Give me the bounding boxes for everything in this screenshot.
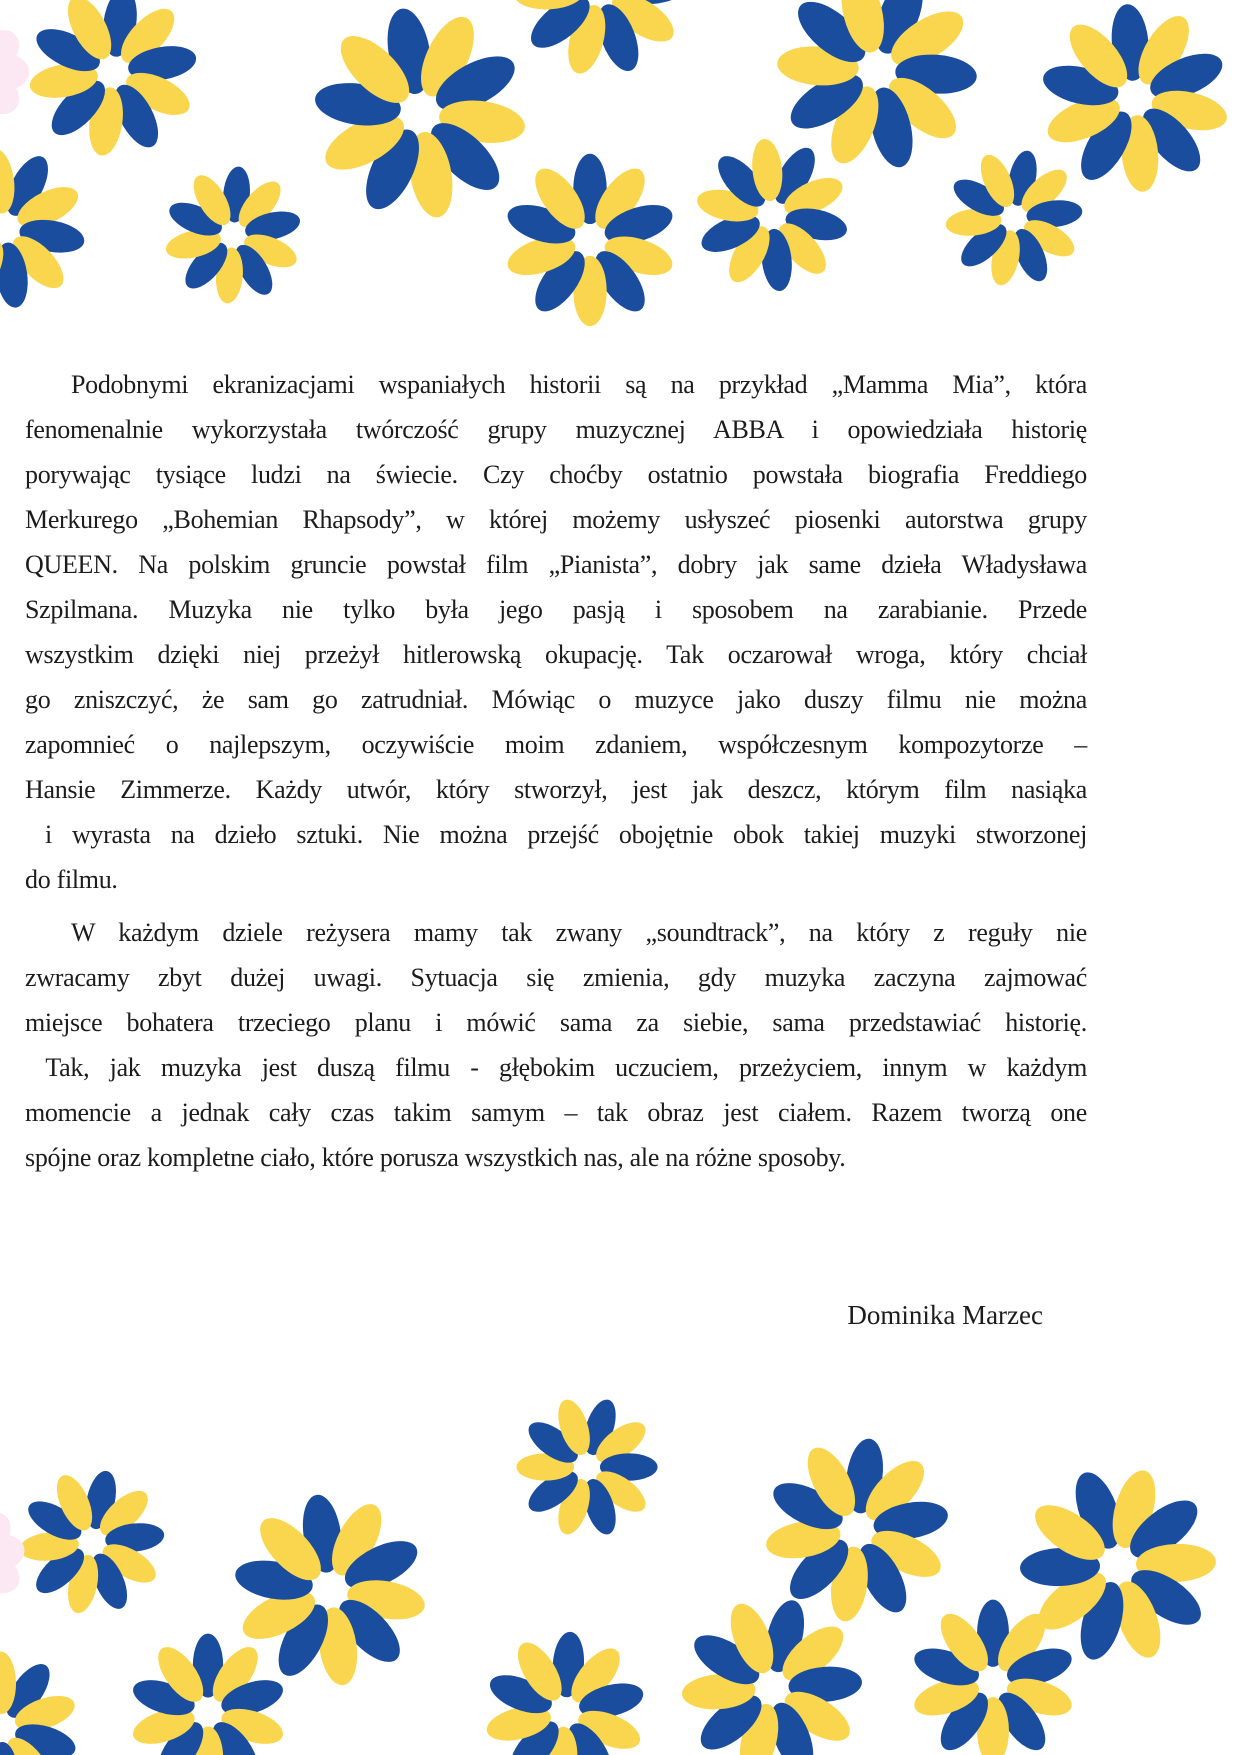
text-line: wszystkim dzięki niej przeżył hitlerowską okupację. Tak oczarował wroga, który chciał xyxy=(25,640,1087,669)
daisy-flower-icon xyxy=(5,1456,179,1628)
pink-flower-icon xyxy=(0,1503,27,1616)
text-line: Hansie Zimmerze. Każdy utwór, który stworzył, jest jak deszcz, którym film nasiąka xyxy=(25,775,1087,804)
text-line: i wyrasta na dzieło sztuki. Nie można przejść obojętnie obok takiej muzyki stworzonej xyxy=(25,820,1087,849)
text-line: zwracamy zbyt dużej uwagi. Sytuacja się zmienia, gdy muzyka zaczyna zajmować xyxy=(25,963,1087,992)
daisy-flower-icon xyxy=(0,1621,109,1755)
text-line: Szpilmana. Muzyka nie tylko była jego pasją i sposobem na zarabianie. Przede xyxy=(25,595,1087,624)
daisy-flower-icon xyxy=(991,1439,1241,1691)
daisy-flower-icon xyxy=(129,1634,288,1755)
daisy-flower-icon xyxy=(493,0,706,96)
daisy-flower-icon xyxy=(910,1600,1076,1755)
daisy-flower-icon xyxy=(662,1578,883,1755)
paragraph-2 xyxy=(25,910,1087,1180)
daisy-flower-icon xyxy=(158,161,308,310)
daisy-flower-icon xyxy=(220,1481,439,1698)
text-line: QUEEN. Na polskim gruncie powstał film „Pianista”, dobry jak same dzieła Władysława xyxy=(25,550,1087,579)
daisy-flower-icon xyxy=(0,119,114,337)
paragraph-1 xyxy=(25,362,1087,902)
daisy-flower-icon xyxy=(752,1426,962,1634)
daisy-flower-icon xyxy=(746,0,1008,201)
text-line: Merkurego „Bohemian Rhapsody”, w której możemy usłyszeć piosenki autorstwa grupy xyxy=(25,505,1087,534)
daisy-flower-icon xyxy=(296,0,544,236)
daisy-flower-icon xyxy=(1032,0,1238,200)
text-line: Tak, jak muzyka jest duszą filmu - głębokim uczuciem, przeżyciem, innym w każdym xyxy=(25,1053,1087,1082)
daisy-flower-icon xyxy=(503,154,677,326)
text-line: Podobnymi ekranizacjami wspaniałych historii są na przykład „Mamma Mia”, która xyxy=(71,370,1087,399)
text-line: go zniszczyć, że sam go zatrudniał. Mówiąc o muzyce jako duszy filmu nie można xyxy=(25,685,1087,714)
text-line: zapomnieć o najlepszym, oczywiście moim zdaniem, współczesnym kompozytorze – xyxy=(25,730,1087,759)
text-line: miejsce bohatera trzeciego planu i mówić sama za siebie, sama przedstawiać historię. xyxy=(25,1008,1087,1037)
daisy-flower-icon xyxy=(932,136,1096,299)
text-line: spójne oraz kompletne ciało, które porusza wszystkich nas, ale na różne sposoby. xyxy=(25,1143,846,1172)
daisy-flower-icon xyxy=(17,0,209,167)
daisy-flower-icon xyxy=(497,1378,676,1556)
essay-text xyxy=(25,362,1087,1188)
author-signature: Dominika Marzec xyxy=(847,1300,1043,1330)
text-line: do filmu. xyxy=(25,865,118,894)
text-line: fenomenalnie wykorzystała twórczość grupy muzycznej ABBA i opowiedziała historię xyxy=(25,415,1087,444)
text-line: momencie a jednak cały czas takim samym – tak obraz jest ciałem. Razem tworzą one xyxy=(25,1098,1087,1127)
daisy-flower-icon xyxy=(478,1626,651,1755)
daisy-flower-icon xyxy=(667,110,877,320)
text-line: porywając tysiące ludzi na świecie. Czy choćby ostatnio powstała biografia Freddiego xyxy=(25,460,1087,489)
pink-flower-icon xyxy=(0,6,40,142)
text-line: W każdym dziele reżysera mamy tak zwany „soundtrack”, na który z reguły nie xyxy=(71,918,1087,947)
